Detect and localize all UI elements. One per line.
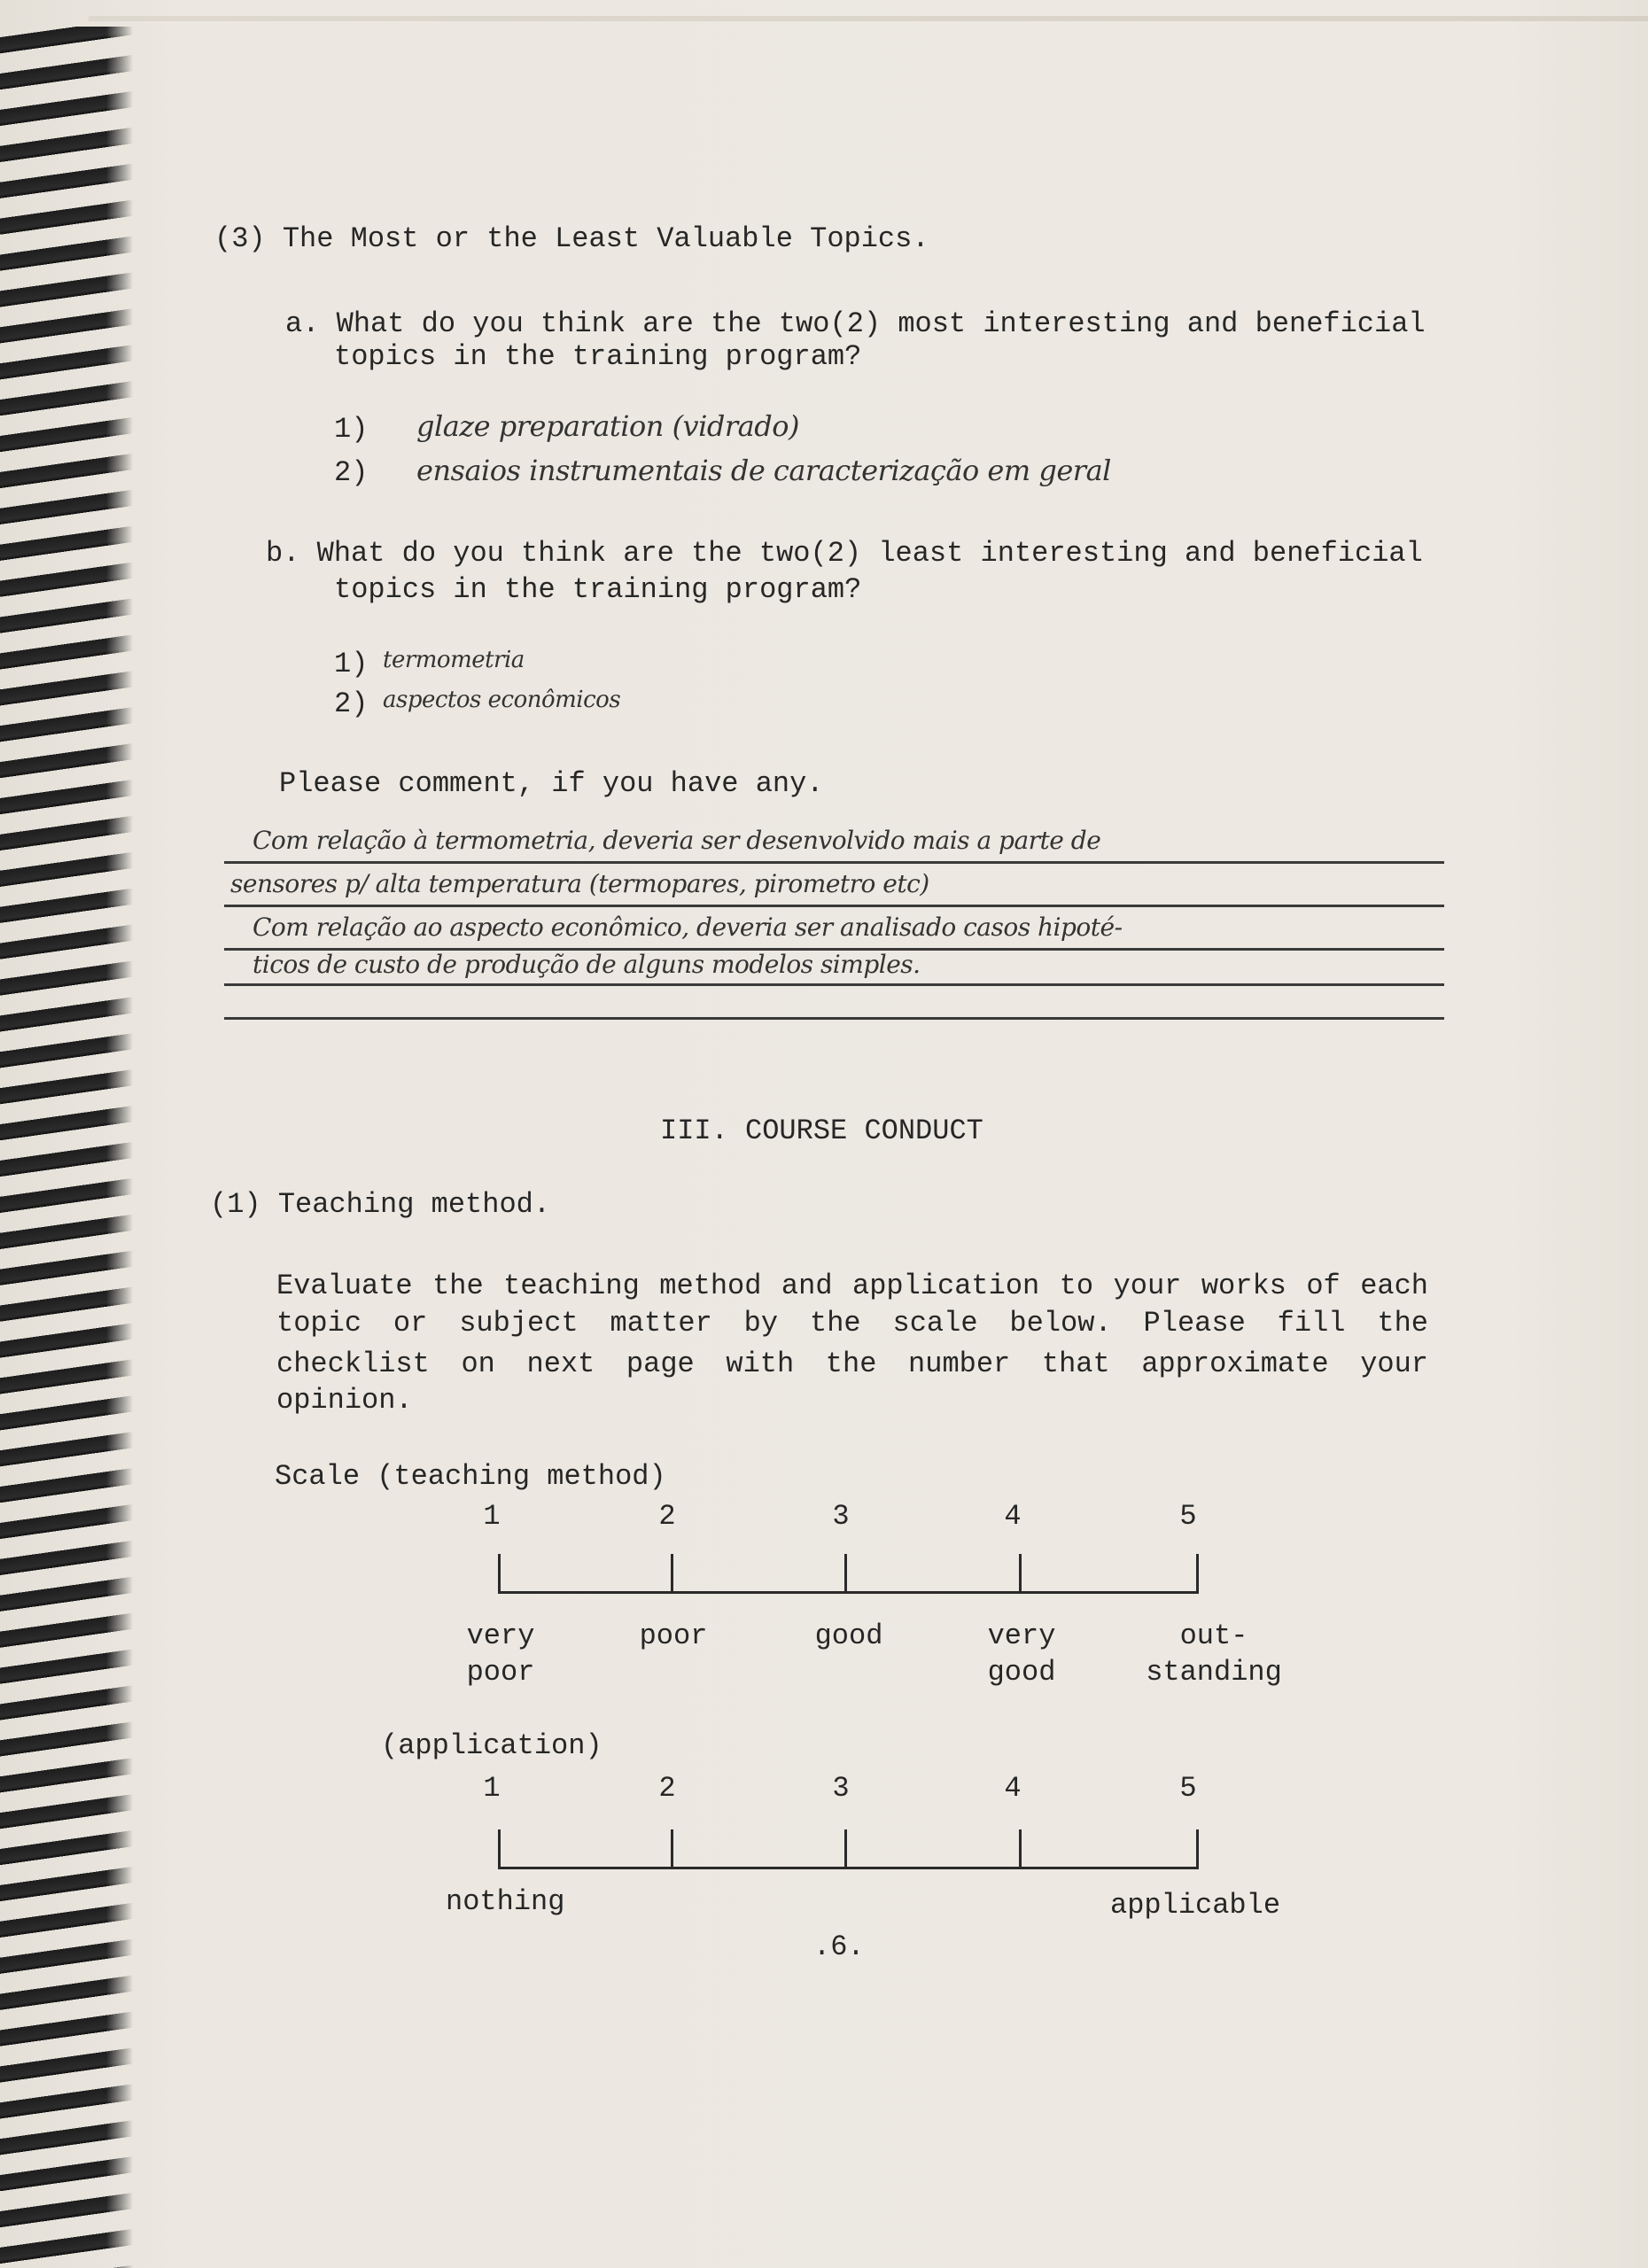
question-b-line1: b. What do you think are the two(2) least interesting and beneficial — [266, 537, 1423, 570]
scale-label-very-poor: very poor — [466, 1619, 535, 1689]
question-a-line1: a. What do you think are the two(2) most interesting and beneficial — [285, 307, 1426, 340]
scale-tick — [844, 1554, 847, 1593]
section-3-heading: (3) The Most or the Least Valuable Topics. — [214, 222, 929, 255]
app-label-nothing: nothing — [446, 1885, 565, 1918]
comment-line-3: Com relação ao aspecto econômico, deveria ser analisado casos hipoté- — [253, 913, 1123, 942]
scale-tick — [1196, 1829, 1199, 1868]
teaching-scale-line — [498, 1591, 1199, 1594]
scale-number-3: 3 — [832, 1500, 850, 1533]
scale-teaching-label: Scale (teaching method) — [275, 1460, 666, 1493]
scale-number-4: 4 — [1004, 1500, 1022, 1533]
scale-tick — [498, 1829, 501, 1868]
answer-a1-handwritten: glaze preparation (vidrado) — [416, 409, 799, 443]
answer-a1-number: 1) — [334, 413, 369, 446]
scale-label-outstanding: out- standing — [1146, 1619, 1282, 1689]
comment-rule — [224, 905, 1444, 907]
app-number-1: 1 — [483, 1772, 501, 1805]
scale-number-2: 2 — [658, 1500, 676, 1533]
instructions-line-2: topic or subject matter by the scale below. Please fill the — [276, 1307, 1428, 1340]
app-number-5: 5 — [1179, 1772, 1197, 1805]
answer-b1-number: 1) — [334, 648, 369, 680]
answer-a2-number: 2) — [334, 456, 369, 489]
instructions-line-1: Evaluate the teaching method and application to your works of each — [276, 1270, 1428, 1302]
scale-application-label: (application) — [381, 1729, 602, 1762]
app-number-2: 2 — [658, 1772, 676, 1805]
comment-line-1: Com relação à termometria, deveria ser desenvolvido mais a parte de — [253, 826, 1101, 855]
comment-line-2: sensores p/ alta temperatura (termopares, pirometro etc) — [230, 869, 929, 898]
app-label-applicable: applicable — [1110, 1889, 1281, 1922]
answer-a2-handwritten: ensaios instrumentais de caracterização em geral — [416, 454, 1111, 487]
application-scale-line — [498, 1867, 1199, 1869]
comment-line-4: ticos de custo de produção de alguns modelos simples. — [253, 950, 921, 979]
instructions-line-3: checklist on next page with the number that approximate your — [276, 1348, 1428, 1380]
page-number: .6. — [813, 1930, 865, 1963]
comment-rule — [224, 983, 1444, 986]
scale-label-poor: poor — [639, 1619, 708, 1652]
question-a-line2: topics in the training program? — [334, 340, 862, 373]
app-number-4: 4 — [1004, 1772, 1022, 1805]
scale-tick — [1196, 1554, 1199, 1593]
answer-b2-handwritten: aspectos econômicos — [383, 687, 621, 713]
comment-rule — [224, 861, 1444, 864]
section-iii-title: III. COURSE CONDUCT — [660, 1115, 983, 1147]
comment-rule — [224, 1017, 1444, 1020]
scale-tick — [1019, 1554, 1022, 1593]
scale-tick — [498, 1554, 501, 1593]
spiral-binding — [0, 27, 133, 2268]
scale-tick — [1019, 1829, 1022, 1868]
page-top-edge — [89, 16, 1648, 21]
scale-tick — [671, 1829, 673, 1868]
comment-prompt: Please comment, if you have any. — [279, 767, 824, 800]
scale-tick — [844, 1829, 847, 1868]
scale-number-1: 1 — [483, 1500, 501, 1533]
scale-label-very-good: very good — [987, 1619, 1056, 1689]
app-number-3: 3 — [832, 1772, 850, 1805]
question-b-line2: topics in the training program? — [334, 573, 862, 606]
scale-number-5: 5 — [1179, 1500, 1197, 1533]
scale-label-good: good — [814, 1619, 883, 1652]
teaching-method-heading: (1) Teaching method. — [210, 1188, 551, 1221]
answer-b1-handwritten: termometria — [383, 647, 525, 673]
instructions-line-4: opinion. — [276, 1384, 413, 1417]
answer-b2-number: 2) — [334, 687, 369, 720]
scale-tick — [671, 1554, 673, 1593]
